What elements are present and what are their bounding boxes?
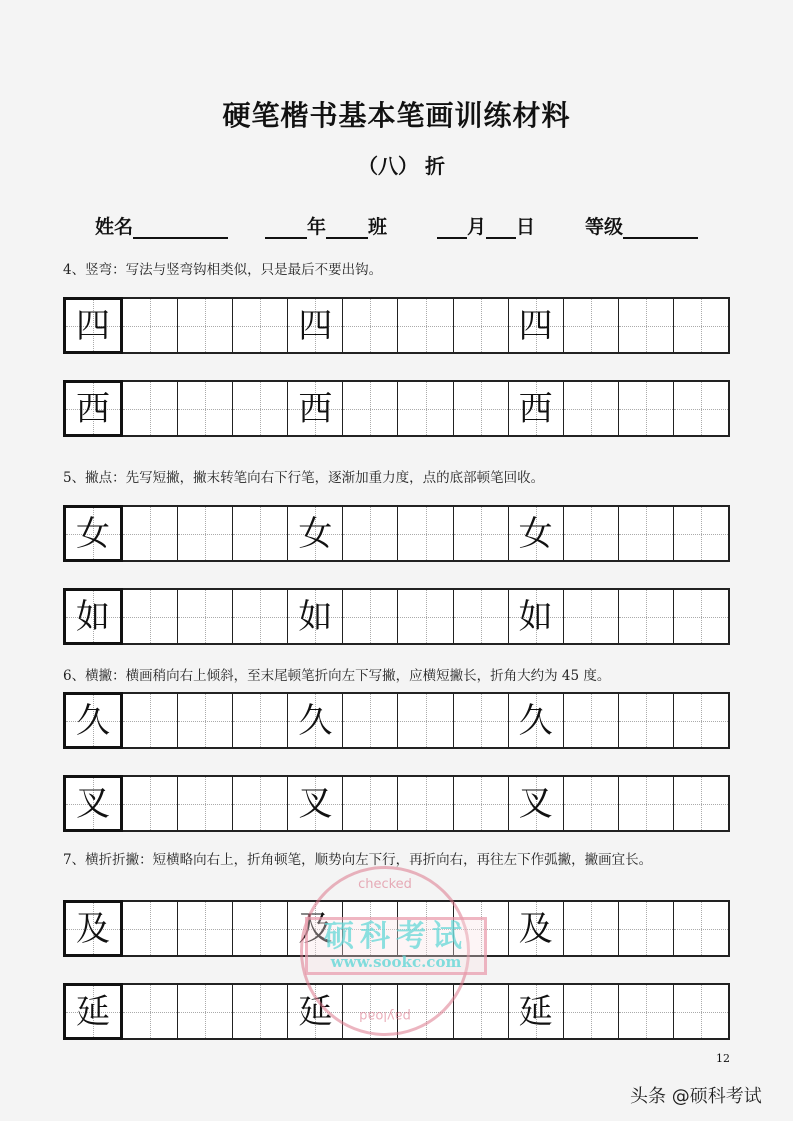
practice-row (63, 588, 730, 645)
practice-cell[interactable] (178, 382, 233, 435)
model-char: 久 (518, 700, 553, 741)
model-cell (288, 507, 343, 560)
practice-cell[interactable] (123, 590, 178, 643)
practice-cell[interactable] (178, 507, 233, 560)
practice-cell[interactable] (398, 507, 453, 560)
model-cell (288, 694, 343, 747)
practice-cell[interactable] (619, 902, 674, 955)
practice-cell[interactable] (398, 777, 453, 830)
model-cell (288, 382, 343, 435)
practice-cell[interactable] (123, 299, 178, 352)
instruction-section-5: 5、撇点：先写短撇，撇末转笔向右下行笔，逐渐加重力度，点的底部顿笔回收。 (63, 470, 545, 486)
practice-cell[interactable] (674, 902, 728, 955)
practice-cell[interactable] (619, 299, 674, 352)
watermark-url: www.sookc.com (330, 953, 462, 971)
instruction-section-7: 7、横折折撇：短横略向右上，折角顿笔，顺势向左下行，再折向右，再往左下作弧撇，撇画宜长。 (63, 852, 653, 868)
practice-cell[interactable] (564, 902, 619, 955)
practice-cell[interactable] (398, 590, 453, 643)
practice-cell[interactable] (178, 694, 233, 747)
month-blank[interactable] (437, 217, 467, 239)
model-char: 西 (76, 388, 111, 429)
model-char: 四 (76, 305, 111, 346)
practice-cell[interactable] (343, 590, 398, 643)
practice-cell[interactable] (233, 382, 288, 435)
model-cell (509, 902, 564, 955)
page-number: 12 (716, 1052, 730, 1065)
practice-cell[interactable] (123, 694, 178, 747)
class-blank[interactable] (326, 217, 368, 239)
practice-cell[interactable] (233, 985, 288, 1038)
model-char: 久 (298, 700, 333, 741)
practice-row (63, 505, 730, 562)
practice-cell[interactable] (178, 985, 233, 1038)
practice-cell[interactable] (674, 985, 728, 1038)
practice-row (63, 380, 730, 437)
date-field[interactable] (437, 212, 535, 239)
practice-cell[interactable] (674, 382, 728, 435)
model-cell (63, 505, 123, 562)
model-char: 如 (518, 596, 553, 637)
practice-cell[interactable] (398, 299, 453, 352)
practice-cell[interactable] (674, 507, 728, 560)
model-char: 及 (76, 908, 111, 949)
practice-cell[interactable] (454, 507, 509, 560)
watermark-checked-text: checked (358, 877, 412, 892)
practice-cell[interactable] (454, 382, 509, 435)
practice-cell[interactable] (619, 985, 674, 1038)
level-field[interactable] (585, 212, 698, 239)
practice-cell[interactable] (178, 590, 233, 643)
model-cell (63, 297, 123, 354)
practice-cell[interactable] (343, 507, 398, 560)
practice-cell[interactable] (564, 299, 619, 352)
practice-cell[interactable] (564, 777, 619, 830)
document-subtitle: （八） 折 (358, 154, 445, 178)
model-char: 叉 (518, 783, 553, 824)
practice-cell[interactable] (123, 902, 178, 955)
practice-cell[interactable] (564, 507, 619, 560)
day-blank[interactable] (486, 217, 516, 239)
model-cell (288, 777, 343, 830)
model-char: 西 (518, 388, 553, 429)
practice-cell[interactable] (619, 382, 674, 435)
model-cell (63, 380, 123, 437)
model-cell (63, 692, 123, 749)
model-char: 西 (298, 388, 333, 429)
practice-cell[interactable] (343, 299, 398, 352)
practice-cell[interactable] (564, 985, 619, 1038)
instruction-section-6: 6、横撇：横画稍向右上倾斜，至末尾顿笔折向左下写撇，应横短撇长，折角大约为 45 度。 (63, 668, 611, 684)
practice-cell[interactable] (123, 777, 178, 830)
practice-cell[interactable] (619, 694, 674, 747)
level-blank[interactable] (623, 217, 698, 239)
model-char: 四 (518, 305, 553, 346)
name-blank[interactable] (133, 217, 228, 239)
model-char: 叉 (298, 783, 333, 824)
practice-cell[interactable] (343, 777, 398, 830)
name-label: 姓名 (95, 216, 134, 238)
model-char: 久 (76, 700, 111, 741)
model-char: 如 (76, 596, 111, 637)
footer-attribution: 头条 @硕科考试 (630, 1086, 762, 1107)
practice-cell[interactable] (564, 590, 619, 643)
practice-cell[interactable] (233, 694, 288, 747)
practice-cell[interactable] (233, 777, 288, 830)
model-char: 叉 (76, 783, 111, 824)
model-cell (288, 299, 343, 352)
model-char: 延 (518, 991, 553, 1032)
model-cell (509, 507, 564, 560)
model-char: 女 (298, 513, 333, 554)
watermark-brand-box (305, 917, 487, 975)
model-cell (509, 694, 564, 747)
practice-cell[interactable] (454, 694, 509, 747)
practice-cell[interactable] (674, 590, 728, 643)
practice-cell[interactable] (343, 694, 398, 747)
practice-cell[interactable] (123, 507, 178, 560)
name-field[interactable] (95, 212, 228, 239)
practice-cell[interactable] (454, 590, 509, 643)
model-cell (509, 382, 564, 435)
practice-cell[interactable] (178, 299, 233, 352)
practice-cell[interactable] (619, 507, 674, 560)
model-cell (288, 590, 343, 643)
model-char: 延 (76, 991, 111, 1032)
model-char: 延 (298, 991, 333, 1032)
practice-cell[interactable] (674, 777, 728, 830)
level-label: 等级 (585, 216, 624, 238)
practice-cell[interactable] (564, 382, 619, 435)
practice-cell[interactable] (398, 382, 453, 435)
practice-cell[interactable] (619, 590, 674, 643)
month-label: 月 (467, 216, 487, 238)
practice-cell[interactable] (178, 902, 233, 955)
practice-cell[interactable] (454, 777, 509, 830)
class-label: 班 (368, 216, 388, 238)
model-char: 女 (76, 513, 111, 554)
model-cell (509, 299, 564, 352)
grade-blank[interactable] (265, 217, 307, 239)
model-cell (63, 775, 123, 832)
practice-cell[interactable] (454, 299, 509, 352)
model-char: 如 (298, 596, 333, 637)
model-char: 及 (518, 908, 553, 949)
document-title: 硬笔楷书基本笔画训练材料 (222, 99, 571, 132)
practice-row (63, 692, 730, 749)
practice-cell[interactable] (233, 590, 288, 643)
watermark-brand-name: 硕科考试 (324, 919, 468, 954)
model-cell (63, 900, 123, 957)
practice-cell[interactable] (233, 299, 288, 352)
practice-cell[interactable] (619, 777, 674, 830)
model-cell (509, 985, 564, 1038)
practice-cell[interactable] (233, 902, 288, 955)
practice-cell[interactable] (398, 694, 453, 747)
model-cell (63, 983, 123, 1040)
practice-cell[interactable] (123, 382, 178, 435)
practice-row (63, 297, 730, 354)
practice-cell[interactable] (178, 777, 233, 830)
model-cell (509, 590, 564, 643)
watermark-bottom-text: payload (359, 1008, 411, 1023)
practice-cell[interactable] (564, 694, 619, 747)
grade-label: 年 (307, 216, 327, 238)
model-char: 女 (518, 513, 553, 554)
practice-cell[interactable] (674, 694, 728, 747)
model-cell (509, 777, 564, 830)
model-char: 及 (298, 908, 333, 949)
practice-cell[interactable] (343, 382, 398, 435)
practice-row (63, 775, 730, 832)
practice-cell[interactable] (123, 985, 178, 1038)
practice-cell[interactable] (674, 299, 728, 352)
model-char: 四 (298, 305, 333, 346)
day-label: 日 (516, 216, 536, 238)
grade-class-field[interactable] (265, 212, 387, 239)
model-cell (63, 588, 123, 645)
practice-cell[interactable] (233, 507, 288, 560)
instruction-section-4: 4、竖弯：写法与竖弯钩相类似，只是最后不要出钩。 (63, 262, 383, 278)
